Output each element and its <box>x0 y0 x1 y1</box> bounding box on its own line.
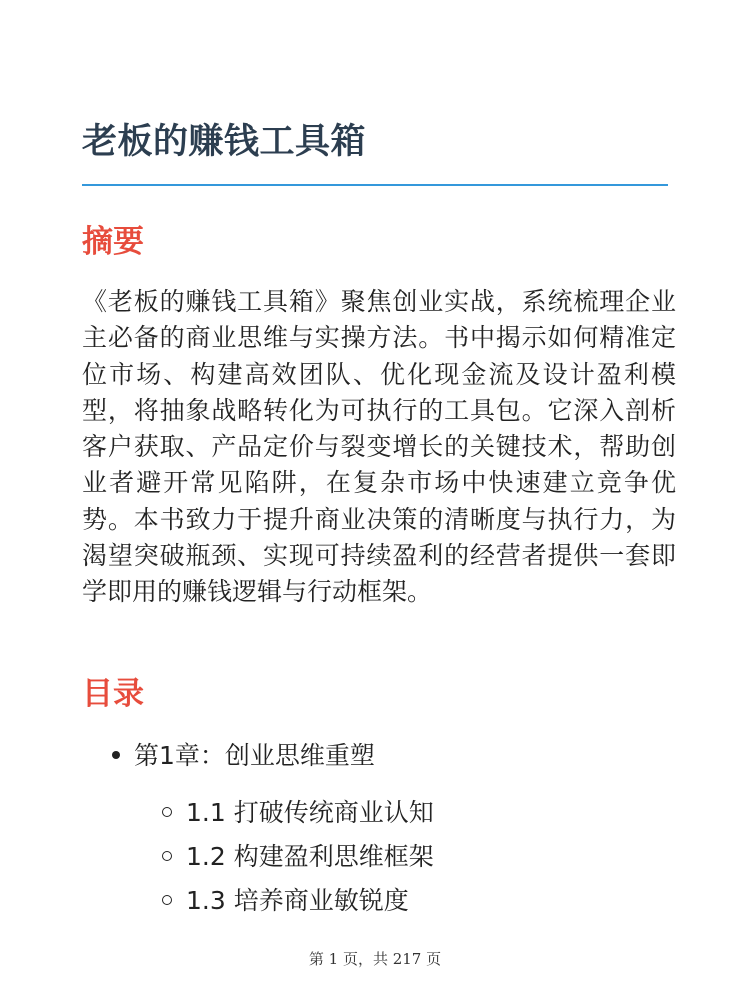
document-title: 老板的赚钱工具箱 <box>82 122 367 162</box>
toc-section-label: 1.1 打破传统商业认知 <box>186 798 434 827</box>
bullet-circle-icon <box>162 851 172 861</box>
toc-section-item <box>162 839 434 875</box>
toc-section-item <box>162 883 409 919</box>
summary-paragraph: 《老板的赚钱工具箱》聚焦创业实战，系统梳理企业主必备的商业思维与实操方法。书中揭示如何精准定位市场、构建高效团队、优化现金流及设计盈利模型，将抽象战略转化为可执行的工具包。它深入剖析客户获取、产品定价与裂变增长的关键技术，帮助创业者避开常见陷阱，在复杂市场中快速建立竞争优势。本书致力于提升商业决策的清晰度与执行力，为渴望突破瓶颈、实现可持续盈利的经营者提供一套即学即用的赚钱逻辑与行动框架。 <box>82 287 676 607</box>
bullet-disc-icon <box>112 751 120 759</box>
toc-section-item <box>162 795 434 831</box>
bullet-circle-icon <box>162 895 172 905</box>
summary-heading: 摘要 <box>82 224 144 260</box>
toc-chapter-item <box>112 738 375 774</box>
toc-heading: 目录 <box>82 676 144 712</box>
bullet-circle-icon <box>162 807 172 817</box>
toc-section-label: 1.3 培养商业敏锐度 <box>186 886 409 915</box>
toc-chapter-label: 第1章：创业思维重塑 <box>134 741 375 770</box>
toc-section-label: 1.2 构建盈利思维框架 <box>186 842 434 871</box>
title-underline-divider <box>82 184 668 186</box>
page-footer: 第 1 页，共 217 页 <box>308 950 442 968</box>
